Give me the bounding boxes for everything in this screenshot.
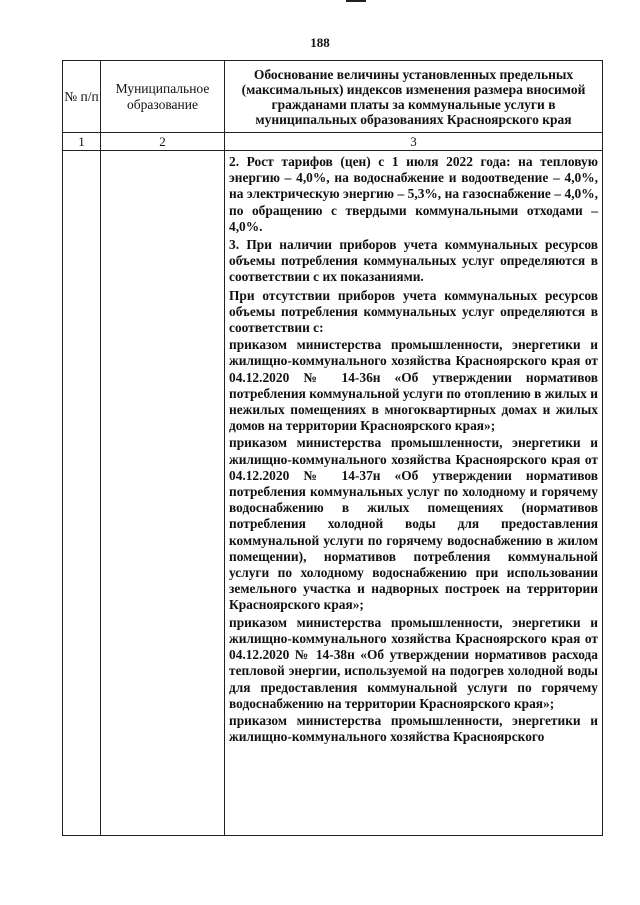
header-row — [63, 61, 603, 133]
scan-mark — [346, 0, 366, 2]
header-number: № п/п — [63, 61, 101, 133]
page-number: 188 — [310, 35, 330, 50]
cell-number — [63, 151, 101, 836]
header-municipality: Муниципальное образование — [101, 61, 225, 133]
header-justification: Обоснование величины установленных предельных (максимальных) индексов изменения размера вносимой гражданами платы за коммунальные услуги в муниципальных образованиях Красноярского края — [225, 61, 603, 133]
column-number-1: 1 — [63, 133, 101, 151]
paragraph-order-14-38n: приказом министерства промышленности, энергетики и жилищно-коммунального хозяйства Красноярского края от 04.12.2020 № 14-38н «Об утверждении нормативов расхода тепловой энергии, используемой на подогрев холодной воды для предоставления коммунальной услуги по горячему водоснабжению на территории Красноярского края»; — [229, 614, 598, 711]
cell-justification — [225, 151, 603, 836]
column-number-2: 2 — [101, 133, 225, 151]
paragraph-meters-absent: При отсутствии приборов учета коммунальных ресурсов объемы потребления коммунальных услуг определяются в соответствии с: — [229, 287, 598, 336]
paragraph-tariff-growth: 2. Рост тарифов (цен) с 1 июля 2022 года: на тепловую энергию – 4,0%, на водоснабжение и водоотведение – 4,0%, на электрическую энергию – 5,3%, на газоснабжение – 4,0%, по обращению с твердыми коммунальными отходами – 4,0%. — [229, 154, 598, 234]
cell-municipality — [101, 151, 225, 836]
table-row — [63, 151, 603, 836]
paragraph-meters-present: 3. При наличии приборов учета коммунальных ресурсов объемы потребления коммунальных услуг определяются в соответствии с их показаниями. — [229, 237, 598, 285]
column-number-3: 3 — [225, 133, 603, 151]
justification-text — [225, 151, 602, 835]
indices-table — [62, 60, 603, 836]
paragraph-order-14-37n: приказом министерства промышленности, энергетики и жилищно-коммунального хозяйства Красноярского края от 04.12.2020 № 14-37н «Об утверждении нормативов потребления коммунальных услуг по холодному и горячему водоснабжению в жилых помещениях (нормативов потребления холодной воды для предоставления коммунальной услуги по горячему водоснабжению в жилом помещении), нормативов потребления коммунальной услуги по холодному водоснабжению при использовании земельного участка и надворных построек на территории Красноярского края»; — [229, 435, 598, 613]
column-number-row — [63, 133, 603, 151]
paragraph-order-continued: приказом министерства промышленности, энергетики и жилищно-коммунального хозяйства Красноярского — [229, 712, 598, 745]
paragraph-order-14-36n: приказом министерства промышленности, энергетики и жилищно-коммунального хозяйства Красноярского края от 04.12.2020 № 14-36н «Об утверждении нормативов потребления коммунальной услуги по отоплению в жилых и нежилых помещениях в многоквартирных домах и жилых домов на территории Красноярского края»; — [229, 337, 598, 434]
